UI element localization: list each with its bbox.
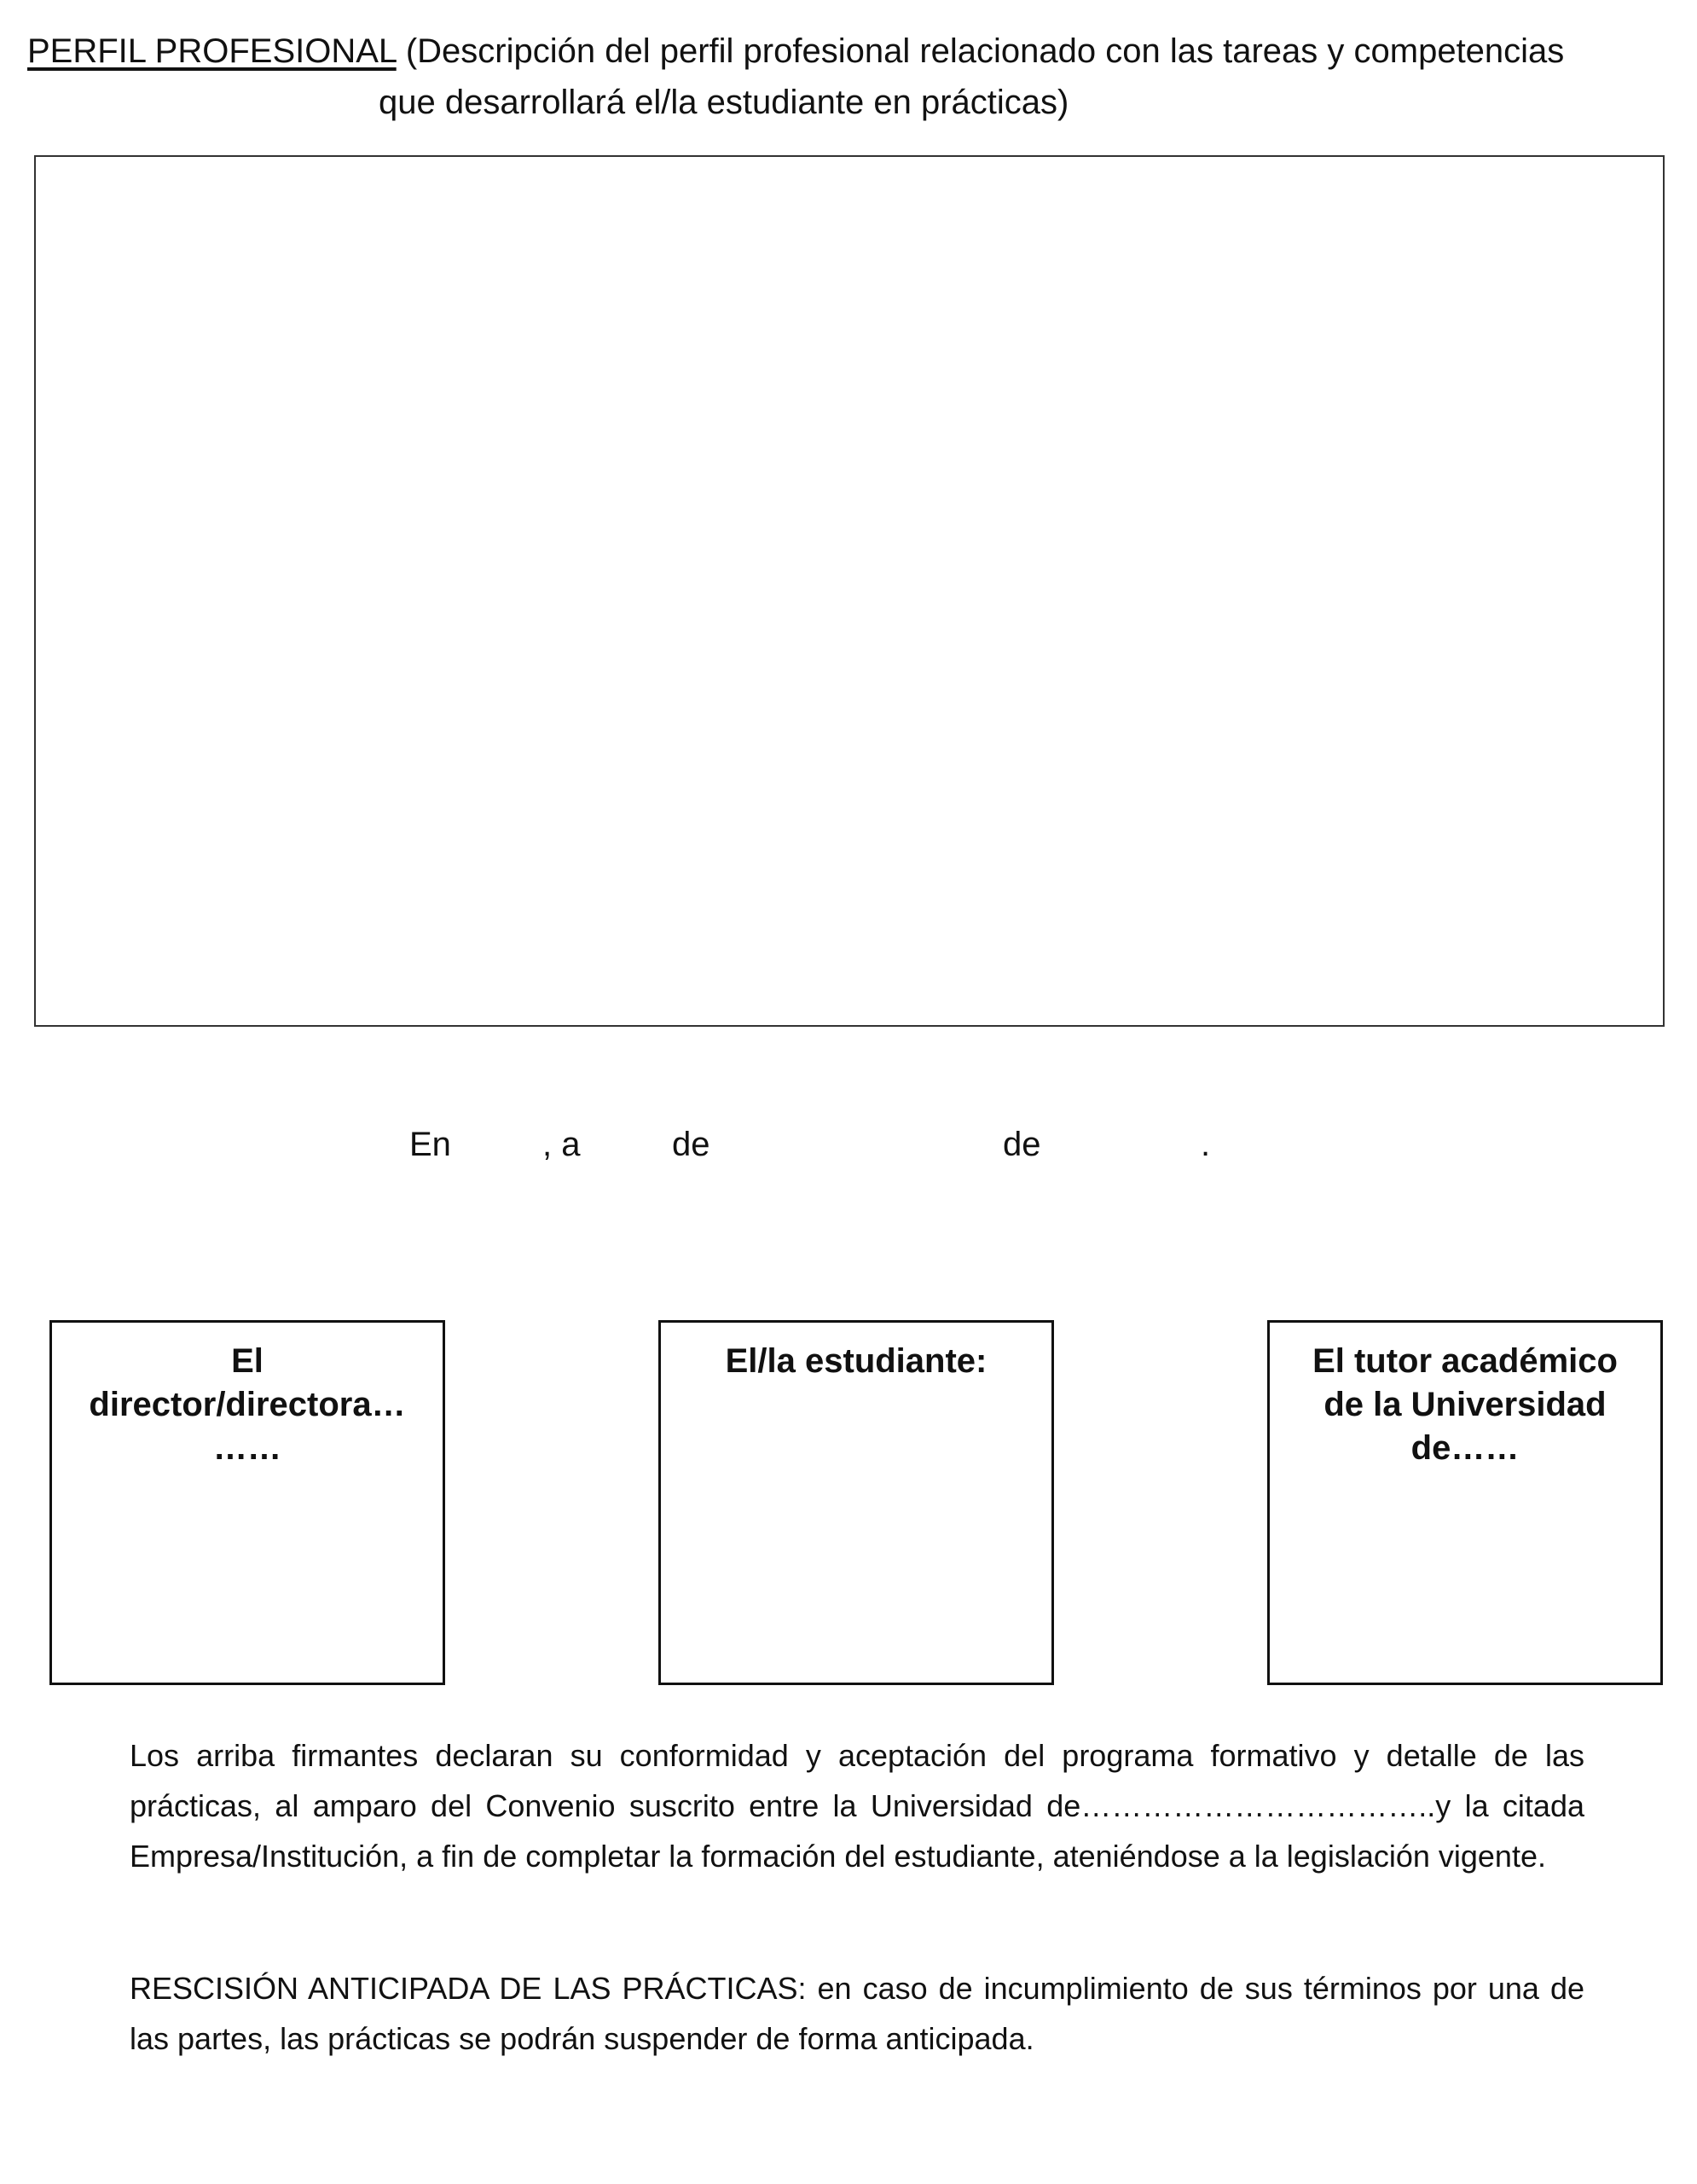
date-comma-a-label: , a [542,1126,581,1163]
section-description-line-2: que desarrollará el/la estudiante en prácticas) [379,84,1069,121]
header-line-1 [27,26,1648,77]
date-en-label: En [409,1126,451,1163]
rescission-paragraph: RESCISIÓN ANTICIPADA DE LAS PRÁCTICAS: en caso de incumplimiento de sus términos por una de las partes, las prácticas se podrán suspender de forma anticipada. [130,1971,1584,2056]
date-de-label-2: de [1003,1126,1041,1163]
date-period: . [1201,1126,1211,1163]
student-signature-box[interactable] [658,1320,1054,1685]
section-title: PERFIL PROFESIONAL [27,32,397,70]
declaration-paragraph: Los arriba firmantes declaran su conformidad y aceptación del programa formativo y detalle de las prácticas, al amparo del Convenio suscrito entre la Universidad de……………………………..y la citada Empresa/Institución, a fin de completar la formación del estudiante, ateniéndose a la legislación vigente. [130,1738,1584,1874]
professional-profile-field[interactable] [34,155,1665,1027]
academic-tutor-signature-label: El tutor académico de la Universidad de…… [1312,1342,1618,1467]
date-de-label-1: de [672,1126,710,1163]
page-header [27,26,1648,128]
academic-tutor-signature-box[interactable] [1267,1320,1663,1685]
student-signature-label: El/la estudiante: [725,1342,988,1380]
director-signature-label: El director/directora… …… [89,1342,406,1467]
section-description-line-1: (Descripción del perfil profesional relacionado con las tareas y competencias [405,32,1565,70]
director-signature-box[interactable] [49,1320,445,1685]
